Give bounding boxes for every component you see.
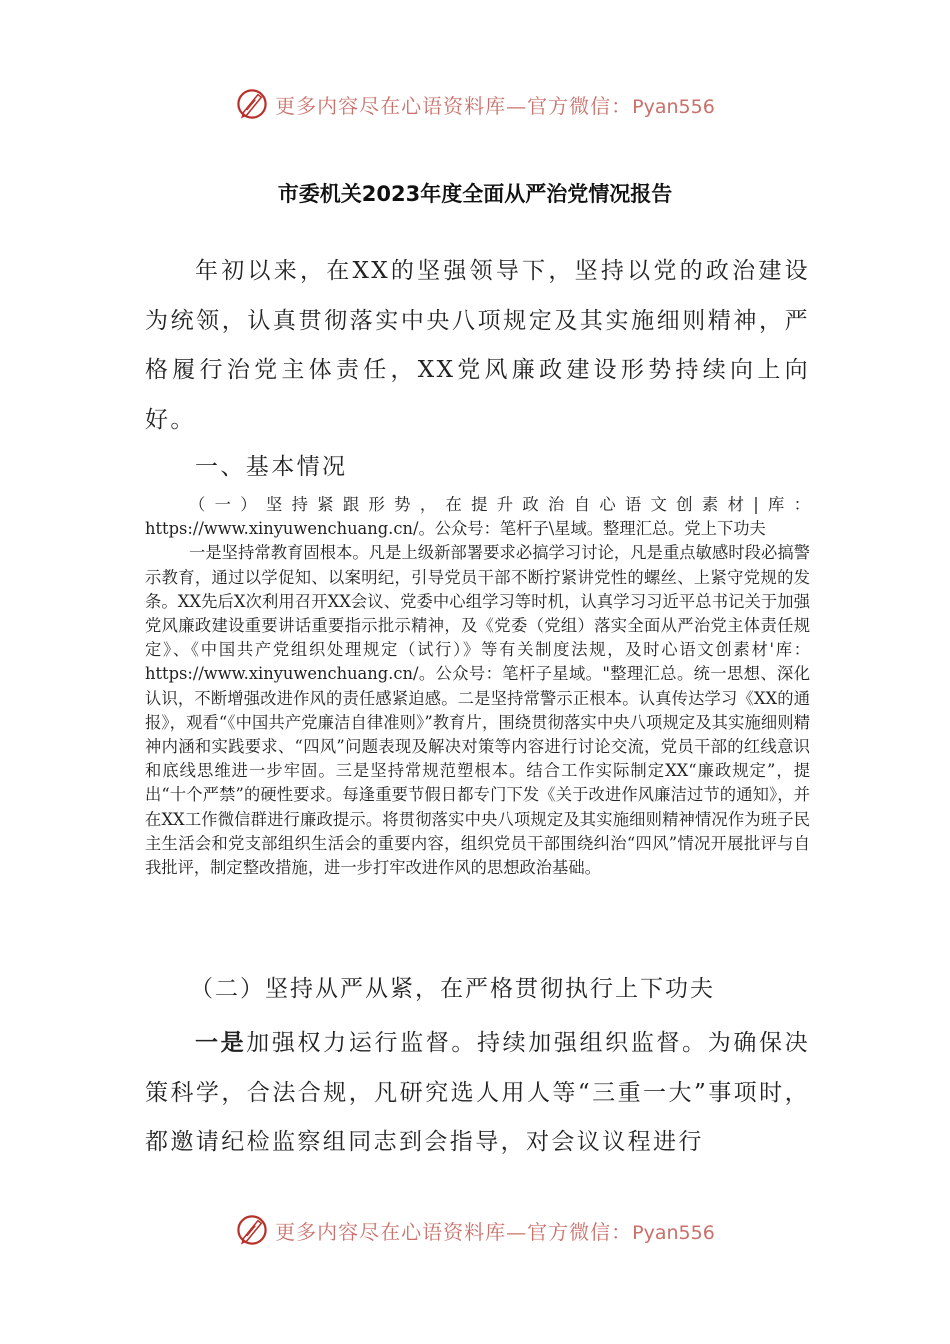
- subsection-2-heading: （二）坚持从严从紧，在严格贯彻执行上下功夫: [190, 976, 715, 1002]
- document-title: 市委机关2023年度全面从严治党情况报告: [277, 182, 673, 206]
- subsection-1-block: [145, 493, 810, 880]
- watermark-wechat-id: Pyan556: [632, 1221, 715, 1244]
- intro-paragraph: 年初以来，在XX的坚强领导下，坚持以党的政治建设为统领，认真贯彻落实中央八项规定及其实施细则精神，严格履行治党主体责任，XX党风廉政建设形势持续向上向好。: [145, 258, 810, 433]
- point-1-text: 加强权力运行监督。持续加强组织监督。为确保决策科学，合法合规，凡研究选人用人等“三重一大”事项时，都邀请纪检监察组同志到会指导，对会议议程进行: [145, 1030, 810, 1156]
- subsection-1-body: 一是坚持常教育固根本。凡是上级新部署要求必搞学习讨论，凡是重点敏感时段必搞警示教育，通过以学促知、以案明纪，引导党员干部不断拧紧讲党性的螺丝、上紧守党规的发条。XX先后X次利用召开XX会议、党委中心组学习等时机，认真学习习近平总书记关于加强党风廉政建设重要讲话重要指示批示精神，及《党委（党组）落实全面从严治党主体责任规定》、《中国共产党组织处理规定（试行）》等有关制度法规，及时心语文创素材'库：https://www.xinyuwenchuang.cn/。公众号：笔杆子星域。"整理汇总。统一思想、深化认识，不断增强改进作风的责任感紧迫感。二是坚持常警示正根本。认真传达学习《XX的通报》，观看“《中国共产党廉洁自律准则》”教育片，围绕贯彻落实中央八项规定及其实施细则精神内涵和实践要求、“四风”问题表现及解决对策等内容进行讨论交流，党员干部的红线意识和底线思维进一步牢固。三是坚持常规范塑根本。结合工作实际制定XX“廉政规定”，提出“十个严禁”的硬性要求。每逢重要节假日都专门下发《关于改进作风廉洁过节的通知》，并在XX工作微信群进行廉政提示。将贯彻落实中央八项规定及其实施细则精神情况作为班子民主生活会和党支部组织生活会的重要内容，组织党员干部围绕纠治“四风”情况开展批评与自我批评，制定整改措施，进一步打牢改进作风的思想政治基础。: [145, 543, 810, 878]
- section-heading-basic-situation: 一、基本情况: [195, 454, 348, 480]
- watermark-footer: [0, 1210, 950, 1250]
- pen-logo-icon: [235, 1213, 269, 1247]
- watermark-text: 更多内容尽在心语资料库—官方微信：Pyan556: [275, 93, 715, 118]
- watermark-header: [0, 84, 950, 124]
- watermark-text: 更多内容尽在心语资料库—官方微信：Pyan556: [275, 1219, 715, 1244]
- point-1-lead: 一是: [195, 1029, 247, 1056]
- pen-logo-icon: [235, 87, 269, 121]
- point-1-paragraph: [145, 1018, 810, 1168]
- watermark-wechat-id: Pyan556: [632, 95, 715, 118]
- subsection-1-heading: （一）坚持紧跟形势，在提升政治自心语文创素材|库：https://www.xinyuwenchuang.cn/。公众号：笔杆子\星域。整理汇总。党上下功夫: [145, 495, 810, 539]
